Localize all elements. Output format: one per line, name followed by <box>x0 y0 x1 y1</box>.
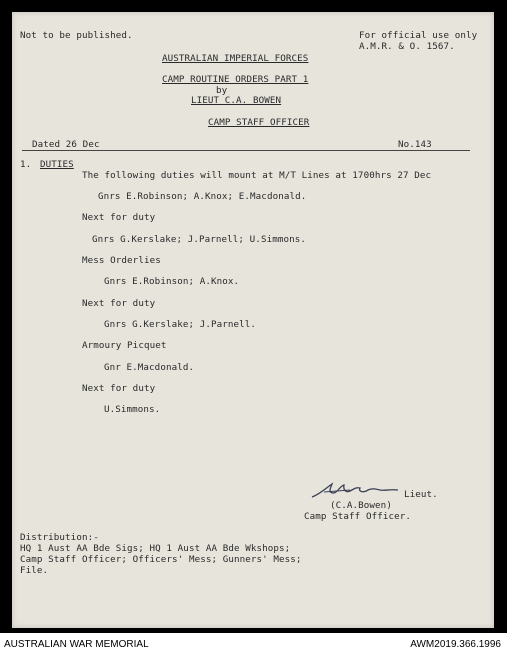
official-use-notice: For official use only <box>359 30 478 41</box>
duty-line: U.Simmons. <box>104 404 161 415</box>
order-number: No.143 <box>398 139 432 150</box>
archive-reference: AWM2019.366.1996 <box>410 639 501 650</box>
signature-name: (C.A.Bowen) <box>330 500 392 511</box>
title-officer-name: LIEUT C.A. BOWEN <box>191 95 282 106</box>
duty-line: Mess Orderlies <box>82 255 161 266</box>
title-orders: CAMP ROUTINE ORDERS PART 1 <box>162 74 309 85</box>
duty-line: Gnrs G.Kerslake; J.Parnell. <box>104 319 257 330</box>
duty-line: Gnr E.Macdonald. <box>104 362 195 373</box>
section-number: 1. <box>20 159 32 170</box>
duty-line: Armoury Picquet <box>82 340 167 351</box>
duty-line: Gnrs E.Robinson; A.Knox; E.Macdonald. <box>98 191 307 202</box>
order-date: Dated 26 Dec <box>32 139 100 150</box>
signature-rank: Lieut. <box>404 489 438 500</box>
duty-line: Gnrs E.Robinson; A.Knox. <box>104 276 240 287</box>
duty-line: Gnrs G.Kerslake; J.Parnell; U.Simmons. <box>92 234 306 245</box>
duty-line: Next for duty <box>82 383 156 394</box>
duty-line: Next for duty <box>82 298 156 309</box>
duties-intro: The following duties will mount at M/T Lines at 1700hrs 27 Dec <box>82 170 432 181</box>
signature-title: Camp Staff Officer. <box>304 511 411 522</box>
distribution-line: File. <box>20 565 49 576</box>
handwritten-signature <box>310 480 402 500</box>
duty-line: Next for duty <box>82 212 156 223</box>
not-published-notice: Not to be published. <box>20 30 133 41</box>
section-heading: DUTIES <box>40 159 74 170</box>
distribution-line: HQ 1 Aust AA Bde Sigs; HQ 1 Aust AA Bde Wkshops; <box>20 543 291 554</box>
title-by: by <box>216 85 228 96</box>
title-officer-role: CAMP STAFF OFFICER <box>208 117 310 128</box>
archive-name: AUSTRALIAN WAR MEMORIAL <box>4 639 149 650</box>
order-reference: A.M.R. & O. 1567. <box>359 41 455 52</box>
archive-footer <box>0 633 507 653</box>
distribution-heading: Distribution:- <box>20 532 99 543</box>
title-forces: AUSTRALIAN IMPERIAL FORCES <box>162 53 309 64</box>
distribution-line: Camp Staff Officer; Officers' Mess; Gunners' Mess; <box>20 554 302 565</box>
header-rule <box>22 150 470 151</box>
